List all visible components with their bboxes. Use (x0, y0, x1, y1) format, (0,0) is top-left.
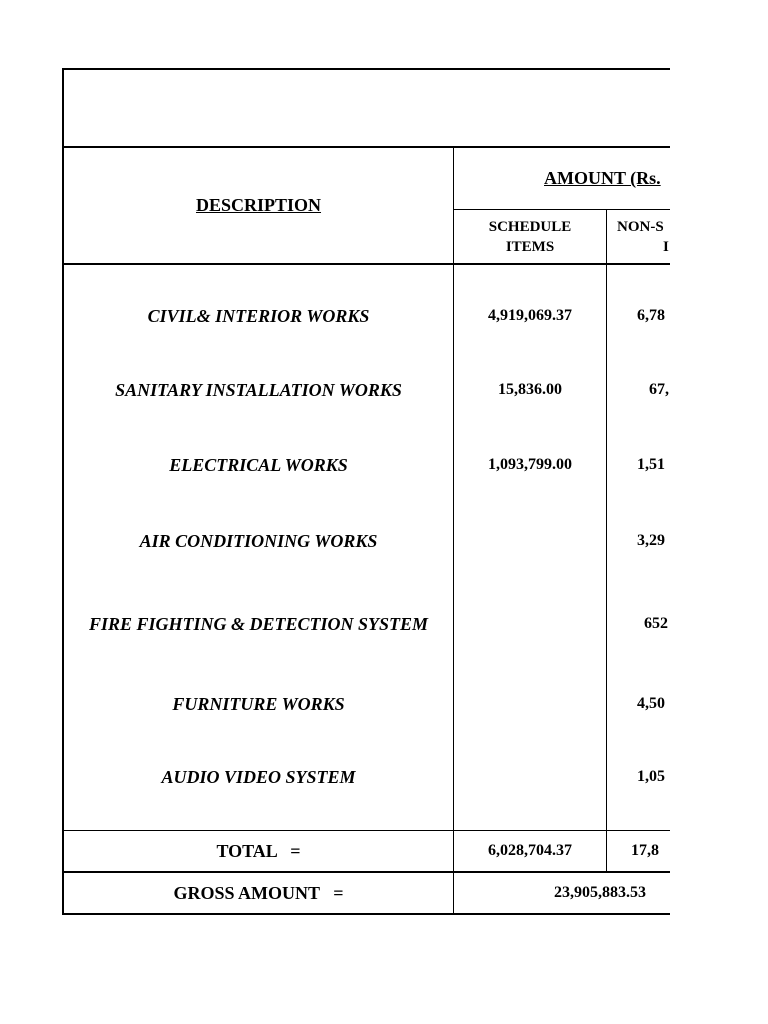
row-schedule-amount (454, 527, 606, 555)
row-non-schedule-amount: 67, (649, 381, 669, 398)
total-non-schedule-amount: 17,8 (631, 842, 659, 859)
body-divider (62, 263, 670, 265)
row-description: FIRE FIGHTING & DETECTION SYSTEM (88, 613, 429, 634)
gross-amount-label: GROSS AMOUNT = (173, 882, 344, 903)
row-non-schedule-amount: 4,50 (637, 695, 665, 712)
row-schedule-amount: 1,093,799.00 (488, 456, 572, 473)
total-schedule-amount: 6,028,704.37 (488, 842, 572, 859)
row-description: SANITARY INSTALLATION WORKS (115, 379, 402, 400)
total-label: TOTAL = (216, 840, 301, 861)
schedule-items-header-line1: SCHEDULE (488, 218, 572, 235)
amount-header: AMOUNT (Rs. (544, 168, 661, 188)
description-header: DESCRIPTION (195, 195, 322, 215)
non-schedule-items-header-line2: I (663, 238, 669, 255)
row-description: FURNITURE WORKS (172, 693, 345, 714)
row-schedule-amount (454, 763, 606, 791)
border-top (62, 68, 670, 70)
row-schedule-amount: 15,836.00 (498, 381, 562, 398)
row-non-schedule-amount: 1,51 (637, 456, 665, 473)
border-bottom (62, 913, 670, 915)
row-description: AUDIO VIDEO SYSTEM (161, 766, 356, 787)
row-description: ELECTRICAL WORKS (169, 454, 348, 475)
row-description: AIR CONDITIONING WORKS (139, 530, 378, 551)
non-schedule-items-header (607, 210, 670, 263)
row-schedule-amount (454, 610, 606, 638)
row-non-schedule-amount: 3,29 (637, 532, 665, 549)
row-description: CIVIL& INTERIOR WORKS (147, 305, 370, 326)
schedule-items-header-line2: ITEMS (505, 238, 555, 255)
row-non-schedule-amount: 652 (644, 615, 668, 632)
row-schedule-amount: 4,919,069.37 (488, 307, 572, 324)
row-non-schedule-amount: 1,05 (637, 768, 665, 785)
row-schedule-amount (454, 690, 606, 718)
schedule-items-header (454, 210, 606, 263)
non-schedule-items-header-line1: NON-S (617, 218, 664, 235)
row-non-schedule-amount: 6,78 (637, 307, 665, 324)
gross-amount-value: 23,905,883.53 (554, 884, 646, 901)
